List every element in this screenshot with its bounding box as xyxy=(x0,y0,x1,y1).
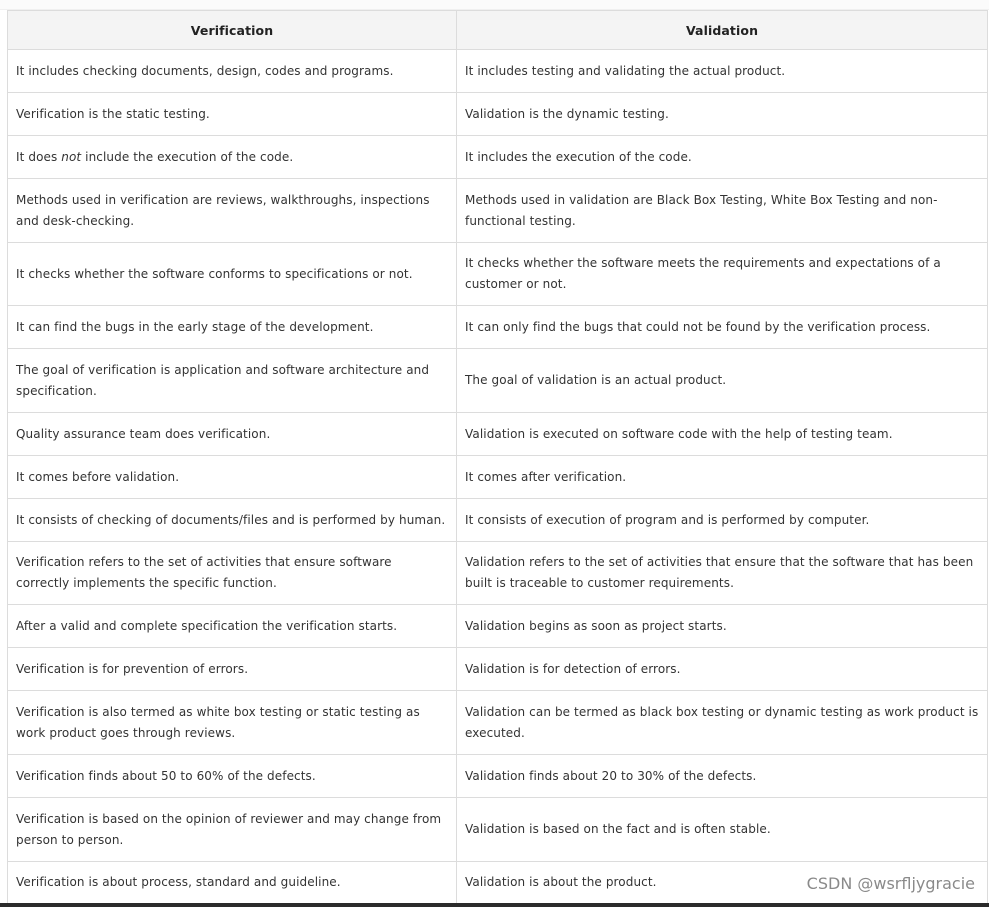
verification-cell: It includes checking documents, design, codes and programs. xyxy=(8,50,457,93)
table-row xyxy=(8,306,988,349)
validation-cell: Methods used in validation are Black Box Testing, White Box Testing and non-functional testing. xyxy=(457,179,988,243)
verification-cell: After a valid and complete specification the verification starts. xyxy=(8,605,457,648)
validation-cell: It includes testing and validating the actual product. xyxy=(457,50,988,93)
verification-cell: Verification finds about 50 to 60% of the defects. xyxy=(8,755,457,798)
header-validation: Validation xyxy=(457,11,988,50)
verification-cell: Verification is based on the opinion of reviewer and may change from person to person. xyxy=(8,798,457,862)
table-row xyxy=(8,691,988,755)
header-verification: Verification xyxy=(8,11,457,50)
verification-cell: Methods used in verification are reviews, walkthroughs, inspections and desk-checking. xyxy=(8,179,457,243)
validation-cell: Validation refers to the set of activities that ensure that the software that has been built is traceable to customer requirements. xyxy=(457,542,988,605)
table-row xyxy=(8,243,988,306)
validation-cell: Validation is based on the fact and is often stable. xyxy=(457,798,988,862)
table-header-row xyxy=(8,11,988,50)
verification-text-pre: It does xyxy=(16,149,62,164)
verification-text-emphasis: not xyxy=(61,149,82,164)
verification-cell: It checks whether the software conforms to specifications or not. xyxy=(8,243,457,306)
validation-cell: The goal of validation is an actual product. xyxy=(457,349,988,413)
verification-cell: It consists of checking of documents/files and is performed by human. xyxy=(8,499,457,542)
table-row xyxy=(8,93,988,136)
table-row xyxy=(8,605,988,648)
verification-cell: It can find the bugs in the early stage of the development. xyxy=(8,306,457,349)
validation-cell: Validation is for detection of errors. xyxy=(457,648,988,691)
table-row xyxy=(8,798,988,862)
validation-cell: Validation can be termed as black box testing or dynamic testing as work product is executed. xyxy=(457,691,988,755)
table-row xyxy=(8,136,988,179)
comparison-table xyxy=(7,10,988,904)
validation-cell: Validation is executed on software code with the help of testing team. xyxy=(457,413,988,456)
verification-cell: It comes before validation. xyxy=(8,456,457,499)
validation-cell: Validation is the dynamic testing. xyxy=(457,93,988,136)
validation-cell: Validation is about the product. xyxy=(457,862,988,904)
table-row xyxy=(8,456,988,499)
top-strip xyxy=(0,0,989,10)
verification-cell: The goal of verification is application and software architecture and specification. xyxy=(8,349,457,413)
verification-cell: Verification is the static testing. xyxy=(8,93,457,136)
bottom-divider xyxy=(0,903,989,907)
table-row xyxy=(8,648,988,691)
table-row xyxy=(8,50,988,93)
verification-cell: Verification is for prevention of errors. xyxy=(8,648,457,691)
validation-cell: It comes after verification. xyxy=(457,456,988,499)
csdn-watermark: CSDN @wsrfljygracie xyxy=(806,874,975,893)
validation-cell: Validation finds about 20 to 30% of the defects. xyxy=(457,755,988,798)
table-row xyxy=(8,542,988,605)
table-row xyxy=(8,499,988,542)
verification-cell: Verification is about process, standard and guideline. xyxy=(8,862,457,904)
verification-cell xyxy=(8,136,457,179)
table-row xyxy=(8,755,988,798)
table-row xyxy=(8,179,988,243)
verification-cell: Verification refers to the set of activities that ensure software correctly implements the specific function. xyxy=(8,542,457,605)
table-row xyxy=(8,413,988,456)
validation-cell: It includes the execution of the code. xyxy=(457,136,988,179)
verification-cell: Verification is also termed as white box testing or static testing as work product goes through reviews. xyxy=(8,691,457,755)
table-row xyxy=(8,349,988,413)
verification-cell: Quality assurance team does verification. xyxy=(8,413,457,456)
validation-cell: It checks whether the software meets the requirements and expectations of a customer or not. xyxy=(457,243,988,306)
validation-cell: It can only find the bugs that could not be found by the verification process. xyxy=(457,306,988,349)
validation-cell: Validation begins as soon as project starts. xyxy=(457,605,988,648)
validation-cell: It consists of execution of program and is performed by computer. xyxy=(457,499,988,542)
verification-text-post: include the execution of the code. xyxy=(81,149,294,164)
